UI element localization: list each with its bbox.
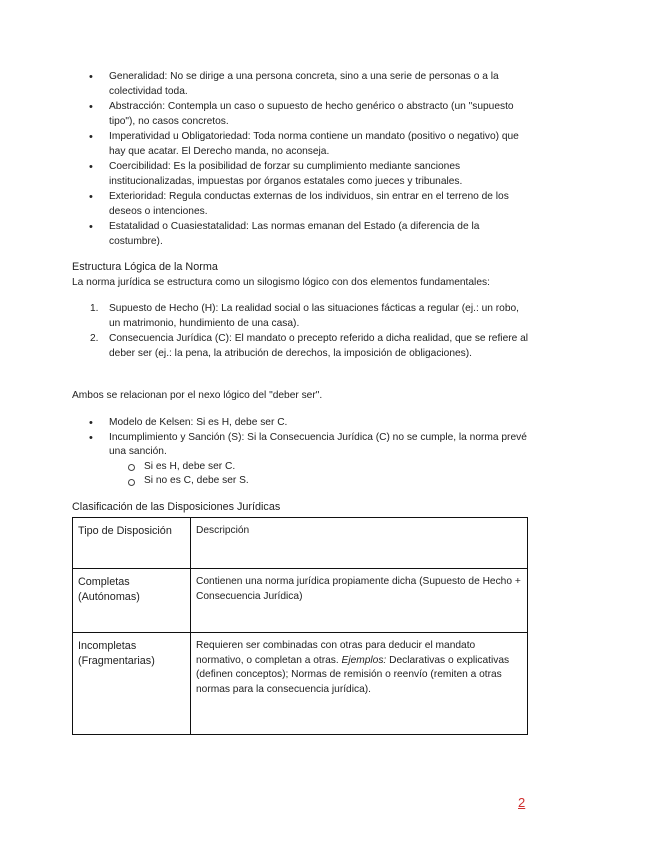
classification-table <box>72 517 528 735</box>
section-heading-classification: Clasificación de las Disposiciones Jurídicas <box>72 501 281 513</box>
structure-intro: La norma jurídica se estructura como un silogismo lógico con dos elementos fundamentales: <box>72 277 490 288</box>
sub-list <box>109 460 532 489</box>
table-header-cell: Descripción <box>191 518 528 569</box>
section-heading-structure: Estructura Lógica de la Norma <box>72 261 218 273</box>
sub-list-item: Si es H, debe ser C. <box>109 460 532 475</box>
list-item: • Generalidad: No se dirige a una persona concreta, sino a una serie de personas o a la colectividad toda. <box>72 70 532 99</box>
sub-list-item: Si no es C, debe ser S. <box>109 474 532 489</box>
table-row <box>73 569 528 633</box>
list-item <box>72 302 532 331</box>
description-text: Declarativas o explicativas (definen conceptos); Normas de remisión o reenvío (remiten a otras normas para la consecuencia jurídica). <box>196 654 510 695</box>
list-item-text: Supuesto de Hecho (H): La realidad social o las situaciones fácticas a regular (ej.: un robo, un matrimonio, hundimiento de una casa). <box>109 303 519 329</box>
list-item: • Exterioridad: Regula conductas externas de los individuos, sin entrar en el terreno de los deseos o intenciones. <box>72 190 532 219</box>
table-cell-type: Incompletas (Fragmentarias) <box>73 633 191 735</box>
list-item-text: Consecuencia Jurídica (C): El mandato o precepto referido a dicha realidad, que se refiere al deber ser (ej.: la pena, la atribución de derechos, la imposición de obligaciones). <box>109 332 529 359</box>
list-item: • Imperatividad u Obligatoriedad: Toda norma contiene un mandato (positivo o negativo) que hay que acatar. El Derecho manda, no aconseja. <box>72 130 532 159</box>
list-item <box>72 431 532 489</box>
structure-elements-list <box>72 302 532 362</box>
list-item: • Modelo de Kelsen: Si es H, debe ser C. <box>72 416 532 431</box>
list-item: • Abstracción: Contempla un caso o supuesto de hecho genérico o abstracto (un "supuesto tipo"), no casos concretos. <box>72 100 532 129</box>
nexus-text: Ambos se relacionan por el nexo lógico del "deber ser". <box>72 390 323 401</box>
table-header-row <box>73 518 528 569</box>
list-item <box>72 332 532 361</box>
description-text: Requieren ser combinadas con otras para deducir el mandato normativo, o completan a otras. <box>196 640 476 666</box>
models-list <box>72 416 532 489</box>
table-header-cell: Tipo de Disposición <box>73 518 191 569</box>
page-number: 2 <box>518 795 526 810</box>
table-cell-type: Completas (Autónomas) <box>73 569 191 633</box>
description-emphasis: Ejemplos: <box>341 654 387 666</box>
list-number: 2. <box>90 332 99 344</box>
list-item: • Coercibilidad: Es la posibilidad de forzar su cumplimiento mediante sanciones institucionalizadas, impuestas por órganos estatales como jueces y tribunales. <box>72 160 532 189</box>
list-number: 1. <box>90 303 99 314</box>
list-item-text: Incumplimiento y Sanción (S): Si la Consecuencia Jurídica (C) no se cumple, la norma prevé una sanción. <box>109 431 527 458</box>
table-row <box>73 633 528 735</box>
table-cell-description: Contienen una norma jurídica propiamente dicha (Supuesto de Hecho + Consecuencia Jurídica) <box>191 569 528 633</box>
table-cell-description <box>191 633 528 735</box>
list-item: • Estatalidad o Cuasiestatalidad: Las normas emanan del Estado (a diferencia de la costumbre). <box>72 220 532 249</box>
characteristics-list <box>72 70 532 250</box>
